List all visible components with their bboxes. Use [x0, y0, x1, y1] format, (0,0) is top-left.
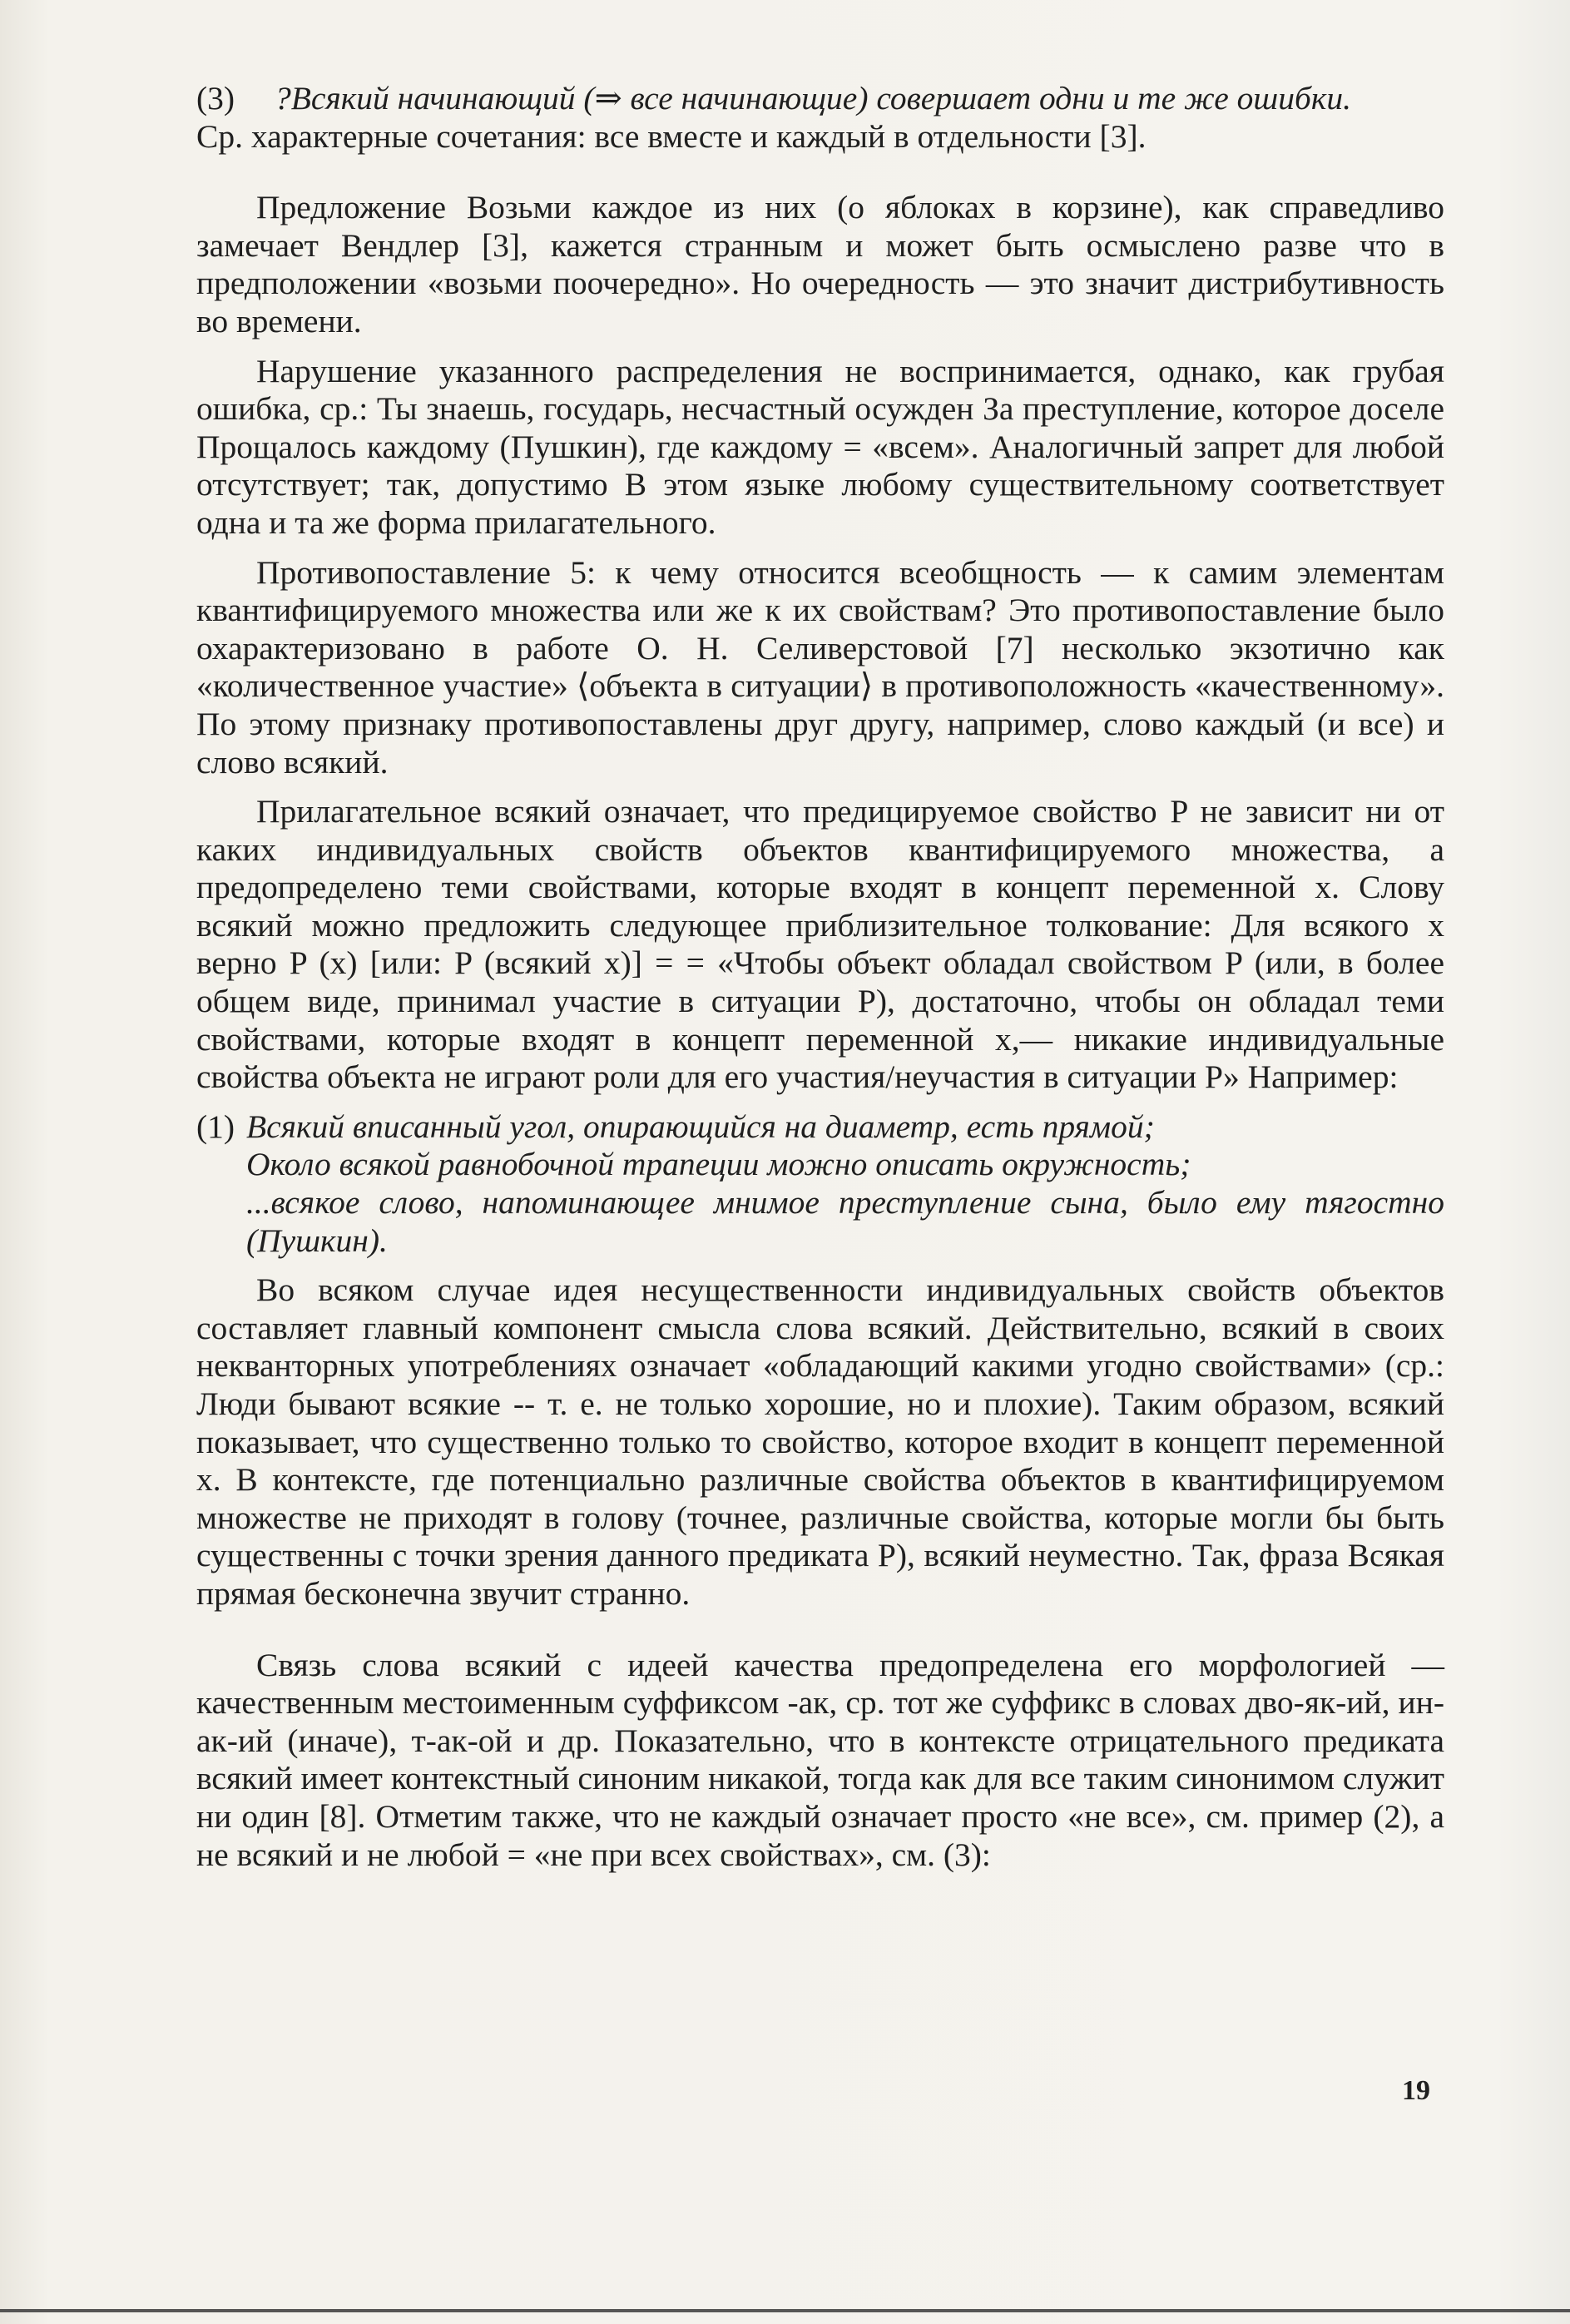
paragraph-1: Предложение Возьми каждое из них (о яблоках в корзине), как справедливо замечает Вендлер [3], кажется странным и может быть осмыслено разве что в предположении «возьми поочередно». Но очередность — это значит дистрибутивность во времени. [196, 189, 1444, 339]
scan-bottom-edge [0, 2309, 1570, 2312]
example-1-line-3: ...всякое слово, напоминающее мнимое преступление сына, было ему тягостно (Пушкин). [246, 1184, 1444, 1259]
example-1-body [246, 1108, 1444, 1260]
example-3-text: ?Всякий начинающий (⇒ все начинающие) совершает одни и те же ошибки. [275, 80, 1351, 116]
paragraph-4: Прилагательное всякий означает, что предицируемое свойство P не зависит ни от каких индивидуальных свойств объектов квантифицируемого множества, а предопределено теми свойствами, которые входят в концепт переменной x. Слову всякий можно предложить следующее приблизительное толкование: Для всякого x верно P (x) [или: P (всякий x)] = = «Чтобы объект обладал свойством P (или, в более общем виде, принимал участие в ситуации P), достаточно, чтобы он обладал теми свойствами, которые входят в концепт переменной x,— никакие индивидуальные свойства объекта не играют роли для его участия/неучастия в ситуации P» Например: [196, 793, 1444, 1096]
paragraph-2: Нарушение указанного распределения не воспринимается, однако, как грубая ошибка, ср.: Ты знаешь, государь, несчастный осужден За преступление, которое доселе Прощалось каждому (Пушкин), где каждому = «всем». Аналогичный запрет для любой отсутствует; так, допустимо В этом языке любому существительному соответствует одна и та же форма прилагательного. [196, 352, 1444, 541]
paragraph-3: Противопоставление 5: к чему относится всеобщность — к самим элементам квантифицируемого множества или же к их свойствам? Это противопоставление было охарактеризовано в работе О. Н. Селиверстовой [7] несколько экзотично как «количественное участие» ⟨объекта в ситуации⟩ в противоположность «качественному». По этому признаку противопоставлены друг другу, например, слово каждый (и все) и слово всякий. [196, 553, 1444, 780]
example-3-number: (3) [196, 80, 235, 116]
text-body [196, 80, 1444, 1874]
example-1-line-2: Около всякой равнобочной трапеции можно описать окружность; [246, 1146, 1191, 1183]
paragraph-6: Связь слова всякий с идеей качества предопределена его морфологией — качественным местоименным суффиксом -ак, ср. тот же суффикс в словах дво-як-ий, ин-ак-ий (иначе), т-ак-ой и др. Показательно, что в контексте отрицательного предиката всякий имеет контекстный синоним никакой, тогда как для все таким синонимом служит ни один [8]. Отметим также, что не каждый означает просто «не все», см. пример (2), а не всякий и не любой = «не при всех свойствах», см. (3): [196, 1646, 1444, 1873]
example-1-line-1: Всякий вписанный угол, опирающийся на диаметр, есть прямой; [246, 1107, 1155, 1145]
example-1 [196, 1108, 1444, 1260]
paragraph-5: Во всяком случае идея несущественности индивидуальных свойств объектов составляет главный компонент смысла слова всякий. Действительно, всякий в своих некванторных употреблениях означает «обладающий какими угодно свойствами» (ср.: Люди бывают всякие -- т. е. не только хорошие, но и плохие). Таким образом, всякий показывает, что существенно только то свойство, которое входит в концепт переменной x. В контексте, где потенциально различные свойства объектов в квантифицируемом множестве не приходят в голову (точнее, различные свойства, которые могли бы быть существенны с точки зрения данного предиката P), всякий неуместно. Так, фраза Всякая прямая бесконечна звучит странно. [196, 1271, 1444, 1612]
cf-line: Ср. характерные сочетания: все вместе и каждый в отдельности [3]. [196, 117, 1147, 155]
example-3 [196, 80, 1444, 118]
example-1-number: (1) [196, 1107, 235, 1145]
page-number: 19 [1402, 2075, 1430, 2106]
